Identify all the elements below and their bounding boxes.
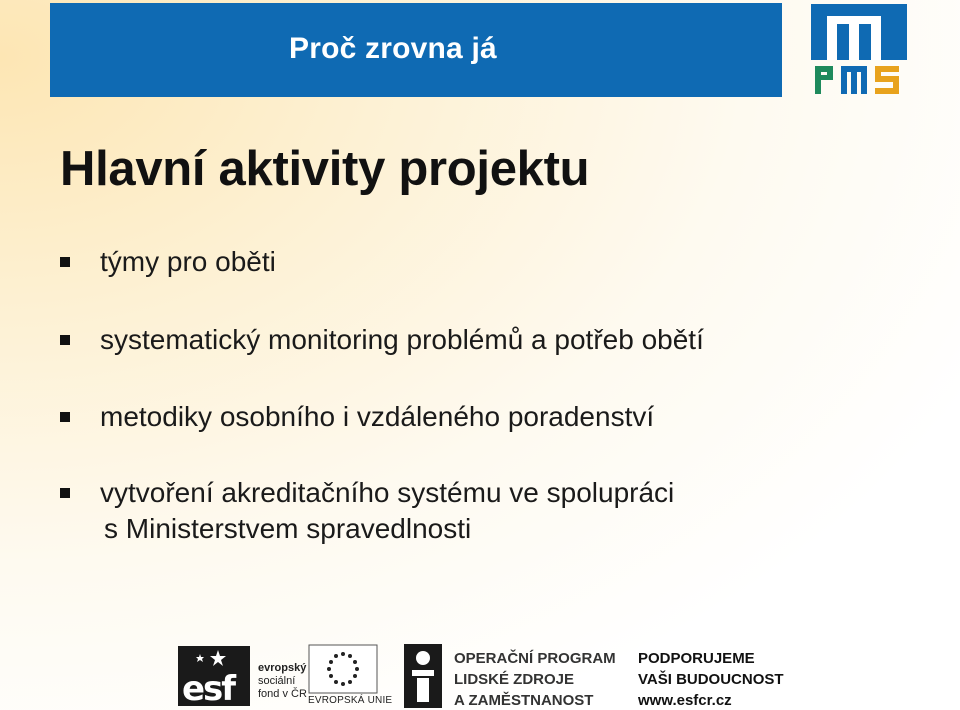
pms-logo — [811, 4, 907, 100]
support-line: PODPORUJEME — [638, 650, 755, 667]
support-line: VAŠI BUDOUCNOST — [638, 671, 784, 688]
bullet-text: vytvoření akreditačního systému ve spolupráci — [100, 477, 675, 508]
square-bullet-icon — [60, 412, 70, 422]
bullet-continuation: s Ministerstvem spravedlnosti — [104, 513, 472, 544]
square-bullet-icon — [60, 335, 70, 345]
footer-logos — [0, 640, 960, 710]
esf-label — [258, 662, 307, 701]
eu-flag-icon — [308, 644, 378, 694]
svg-text:esf: esf — [182, 669, 235, 708]
eu-caption: EVROPSKÁ UNIE — [308, 695, 393, 706]
square-bullet-icon — [60, 257, 70, 267]
bullet-text: systematický monitoring problémů a potřeb obětí — [100, 324, 704, 355]
bullet-text: týmy pro oběti — [100, 246, 276, 277]
bullet-text: metodiky osobního i vzdáleného poradenství — [100, 401, 655, 432]
esf-line: evropský — [258, 662, 307, 674]
support-label — [638, 648, 784, 710]
support-website-link[interactable]: www.esfcr.cz — [638, 692, 732, 709]
op-line: A ZAMĚSTNANOST — [454, 692, 594, 709]
op-program-label — [454, 648, 616, 710]
header-title: Proč zrovna já — [289, 32, 497, 65]
op-program-icon — [404, 644, 442, 708]
esf-line: fond v ČR — [258, 688, 307, 700]
esf-line: sociální — [258, 675, 296, 687]
square-bullet-icon — [60, 488, 70, 498]
op-line: LIDSKÉ ZDROJE — [454, 671, 575, 688]
slide-title: Hlavní aktivity projektu — [60, 142, 590, 196]
op-line: OPERAČNÍ PROGRAM — [454, 650, 616, 667]
